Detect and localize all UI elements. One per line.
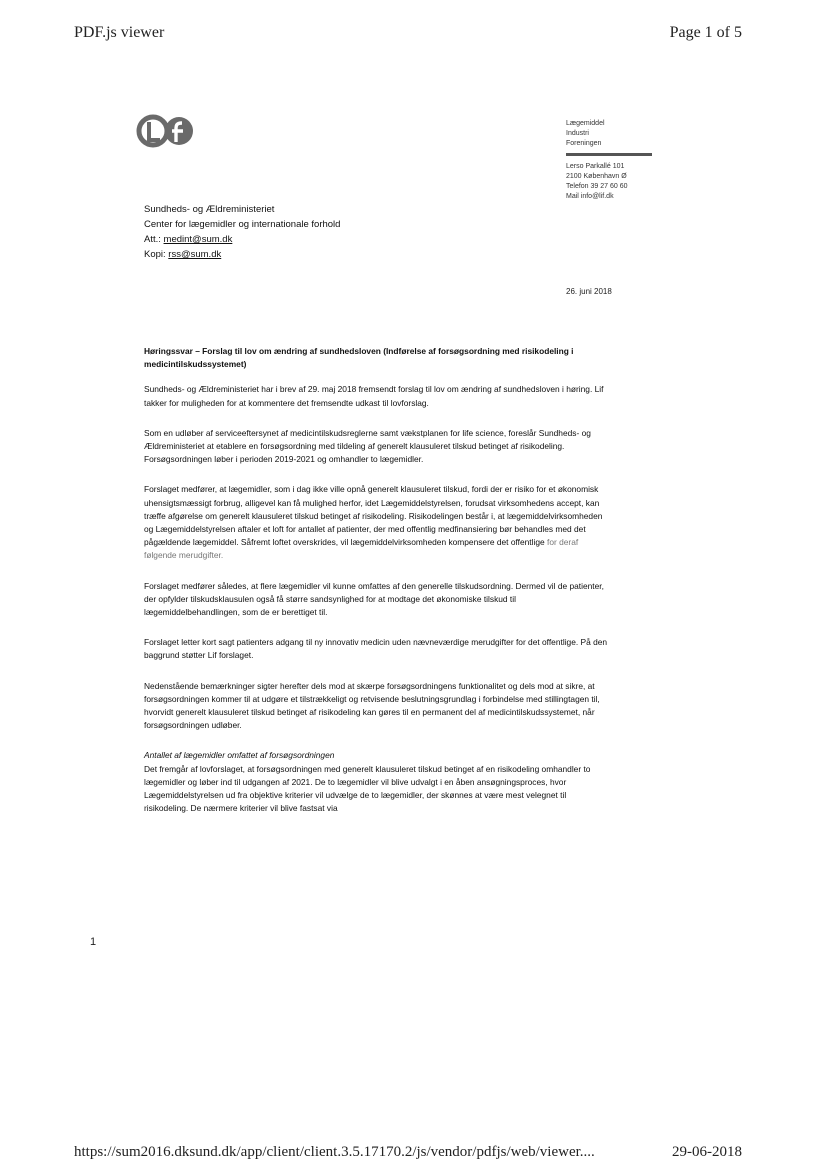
att-label: Att.: xyxy=(144,234,161,245)
print-footer-url: https://sum2016.dksund.dk/app/client/client.3.5.17170.2/js/vendor/pdfjs/web/viewer.... xyxy=(74,1144,595,1160)
paragraph: Forslaget medfører således, at flere lægemidler vil kunne omfattes af den generelle tilskudsordning. Dermed vil de patienter, der opfylder tilskudsklausulen også få større sandsynlighed for at modtage det økonomiske tilskud til lægemiddelbehandlingen, som de er berettiget til. xyxy=(144,580,604,618)
org-address-line: Telefon 39 27 60 60 xyxy=(566,183,628,190)
letter-body xyxy=(144,345,610,832)
section-subheading: Antallet af lægemidler omfattet af forsøgsordningen xyxy=(144,750,335,761)
recipient-line: Center for lægemidler og internationale forhold xyxy=(144,219,341,230)
org-name-line: Lægemiddel xyxy=(566,120,605,127)
letter-date: 26. juni 2018 xyxy=(566,287,612,296)
paragraph-faded-text: for deraf følgende merudgifter. xyxy=(144,537,579,561)
att-email-link[interactable]: medint@sum.dk xyxy=(163,234,233,245)
lif-logo xyxy=(136,114,198,153)
print-header-page: Page 1 of 5 xyxy=(669,24,742,41)
letter-subject: Høringssvar – Forslag til lov om ændring af sundhedsloven (Indførelse af forsøgsordning med risikodeling i medicintilskudssystemet) xyxy=(144,346,574,370)
recipient-line: Sundheds- og Ældreministeriet xyxy=(144,204,275,215)
kopi-email-link[interactable]: rss@sum.dk xyxy=(168,249,222,260)
page-number: 1 xyxy=(90,936,97,948)
paragraph: Forslaget letter kort sagt patienters adgang til ny innovativ medicin uden nævneværdige merudgifter for det offentlige. På den baggrund støtter Lif forslaget. xyxy=(144,637,608,661)
paragraph: Det fremgår af lovforslaget, at forsøgsordningen med generelt klausuleret tilskud betinget af en risikodeling omhandler to lægemidler og løber ind til udgangen af 2021. De to lægemidler vil blive udvalgt i en åben ansøgningsproces, hvor Lægemiddelstyrelsen ud fra objektive kriterier vil udvælge de to lægemidler, der skønnes at være mest velegnet til risikodeling. De nærmere kriterier vil blive fastsat via xyxy=(144,763,591,814)
org-divider xyxy=(566,153,652,156)
print-footer-date: 29-06-2018 xyxy=(672,1144,742,1160)
paragraph: Sundheds- og Ældreministeriet har i brev af 29. maj 2018 fremsendt forslag til lov om ændring af sundhedsloven i høring. Lif takker for muligheden for at kommentere det fremsendte udkast til lovforslag. xyxy=(144,384,604,408)
org-address-line: Lerso Parkallé 101 xyxy=(566,163,625,170)
paragraph: Nedenstående bemærkninger sigter herefter dels mod at skærpe forsøgsordningens funktionalitet og dels mod at sikre, at forsøgsordningen kommer til at udgøre et tilstrækkeligt og retvisende beslutningsgrundlag i forbindelse med stillingtagen til, hvorvidt generelt klausuleret tilskud betinget af risikodeling kan gøres til en permanent del af medicintilskudssystemet, når forsøgsordningen udløber. xyxy=(144,680,600,731)
org-name-line: Foreningen xyxy=(566,140,602,147)
paragraph-text: Forslaget medfører, at lægemidler, som i dag ikke ville opnå generelt klausuleret tilskud, fordi der er risiko for et økonomisk uhensigtsmæssigt forbrug, alligevel kan få mulighed herfor, idet Lægemiddelstyrelsen, forudsat virksomhedens accept, kan træffe afgørelse om generelt klausuleret tilskud betinget af risikodeling. Risikodelingen består i, at lægemiddelvirksomheden og Lægemiddelstyrelsen aftaler et loft for antallet af patienter, der med offentlig medfinansiering bør behandles med det pågældende lægemiddel. Såfremt loftet overskrides, vil lægemiddelvirksomheden kompensere det offentlige xyxy=(144,484,603,548)
org-address-line: Mail info@lif.dk xyxy=(566,193,614,200)
print-header-title: PDF.js viewer xyxy=(74,24,165,41)
recipient-kopi xyxy=(144,247,340,262)
org-address-line: 2100 København Ø xyxy=(566,173,627,180)
recipient-block xyxy=(144,202,340,262)
paragraph: Som en udløber af serviceeftersynet af medicintilskudsreglerne samt vækstplanen for life science, foreslår Sundheds- og Ældreministeriet at etablere en forsøgsordning med tildeling af generelt klausuleret tilskud betinget af risikodeling. Forsøgsordningen løber i perioden 2019-2021 og omhandler to lægemidler. xyxy=(144,427,591,465)
paragraph xyxy=(144,483,610,562)
org-name-line: Industri xyxy=(566,130,589,137)
lif-logo-icon xyxy=(136,114,198,148)
org-block xyxy=(566,119,652,202)
recipient-att xyxy=(144,232,340,247)
kopi-label: Kopi: xyxy=(144,249,166,260)
